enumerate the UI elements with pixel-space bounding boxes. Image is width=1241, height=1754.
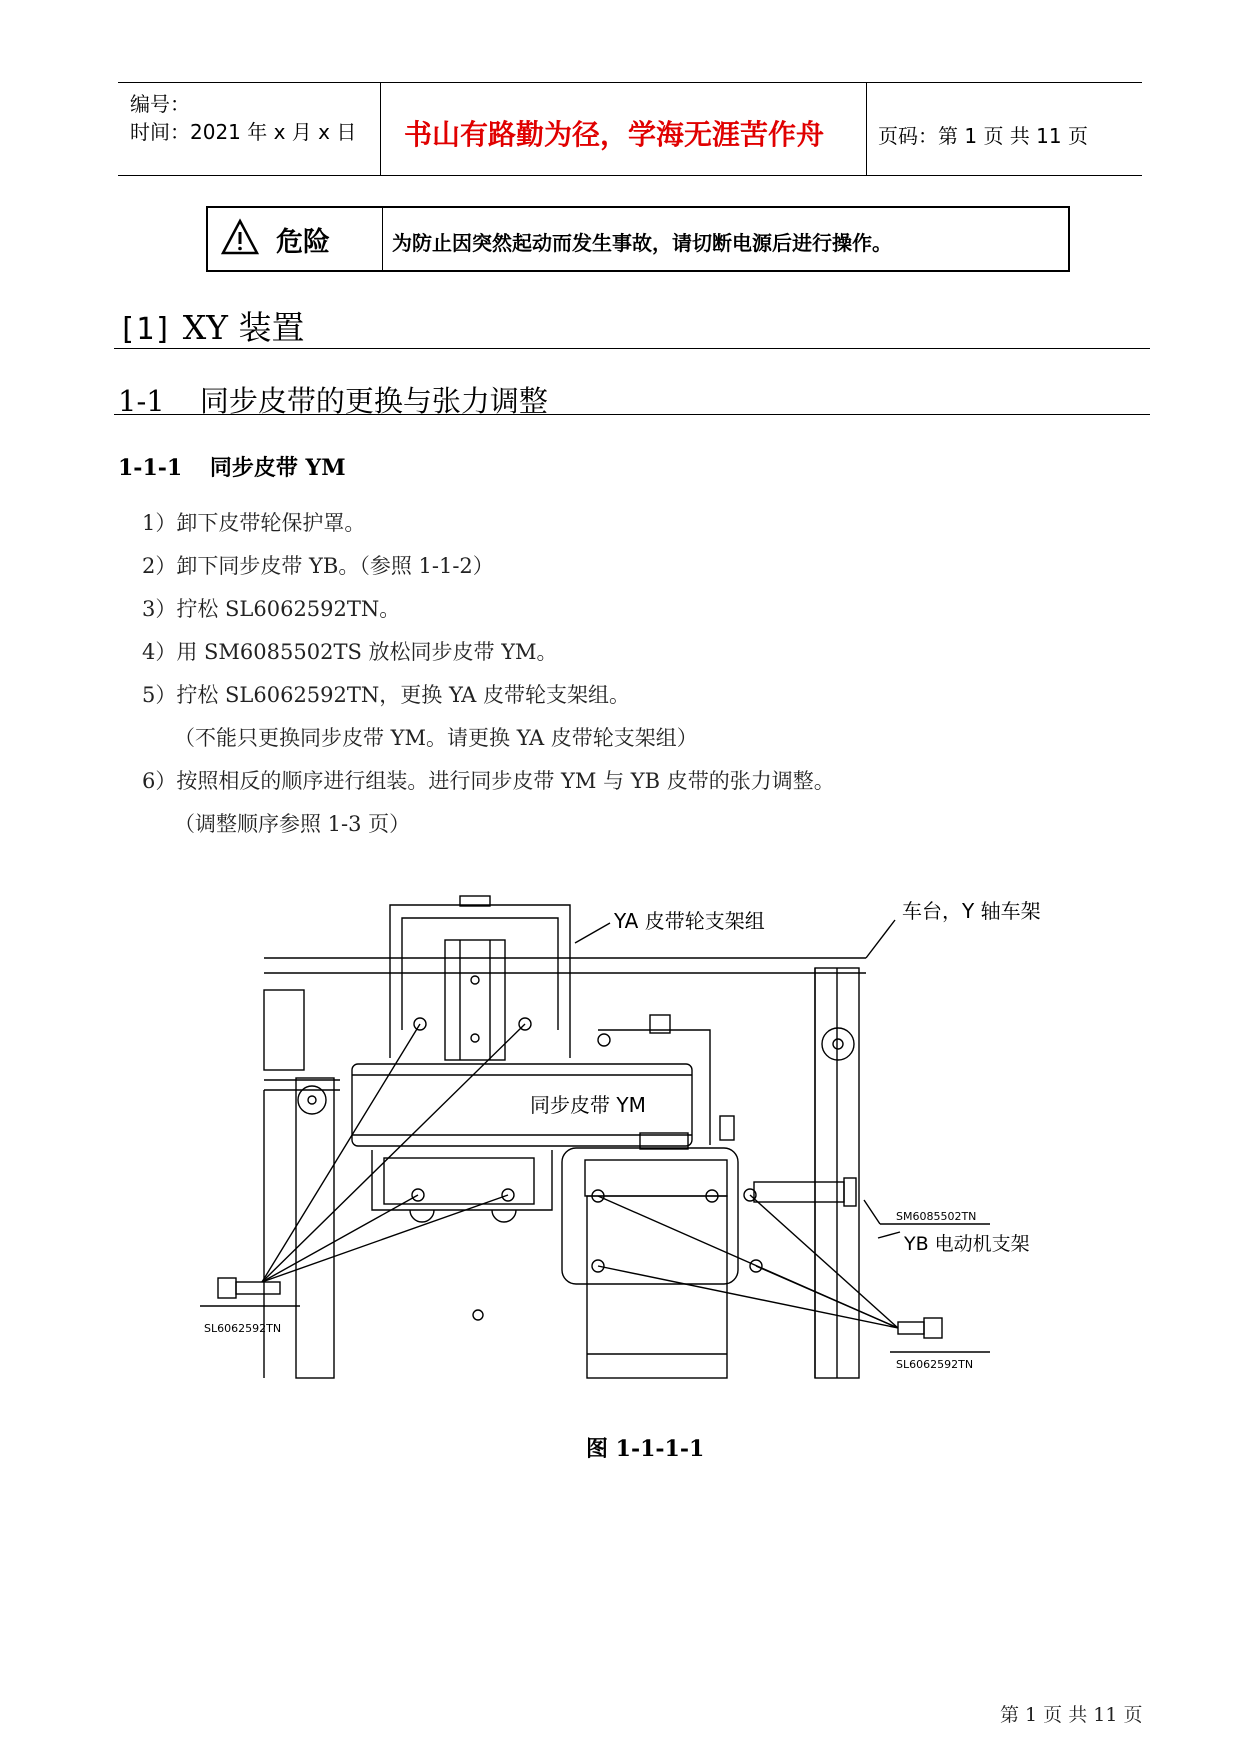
label-sl-left: SL6062592TN xyxy=(204,1322,282,1335)
step-item: 3）拧松 SL6062592TN。 xyxy=(142,597,401,621)
subsection-number: 1-1 xyxy=(118,384,165,418)
figure-caption: 图 1-1-1-1 xyxy=(586,1436,705,1462)
step-item: 2）卸下同步皮带 YB。（参照 1-1-2） xyxy=(142,554,494,578)
doc-time-label: 时间：2021 年 x 月 x 日 xyxy=(130,120,357,144)
step-item: 6）按照相反的顺序进行组装。进行同步皮带 YM 与 YB 皮带的张力调整。 xyxy=(142,769,835,793)
doc-number-label: 编号： xyxy=(130,92,190,116)
label-yb-motor-bracket: YB 电动机支架 xyxy=(904,1233,1030,1255)
step-item: 5）拧松 SL6062592TN，更换 YA 皮带轮支架组。 xyxy=(142,683,631,707)
subsubsection-number: 1-1-1 xyxy=(118,455,183,481)
label-ya-bracket: YA 皮带轮支架组 xyxy=(614,909,765,933)
step-item: 4）用 SM6085502TS 放松同步皮带 YM。 xyxy=(142,640,558,664)
section-number: [1] xyxy=(118,312,173,347)
label-carriage: 车台，Y 轴车架 xyxy=(902,899,1041,923)
danger-message: 为防止因突然起动而发生事故，请切断电源后进行操作。 xyxy=(392,231,892,255)
page-info: 页码：第 1 页 共 11 页 xyxy=(878,124,1088,148)
section-title: XY 装置 xyxy=(182,308,305,347)
page-footer: 第 1 页 共 11 页 xyxy=(1000,1704,1143,1726)
label-belt: 同步皮带 YM xyxy=(530,1093,646,1117)
step-item: 1）卸下皮带轮保护罩。 xyxy=(142,511,366,535)
step-note: （不能只更换同步皮带 YM。请更换 YA 皮带轮支架组） xyxy=(174,726,698,750)
subsubsection-title: 同步皮带 YM xyxy=(209,455,346,481)
label-sm-part: SM6085502TN xyxy=(896,1210,977,1223)
subsection-title: 同步皮带的更换与张力调整 xyxy=(199,384,548,418)
label-sl-right: SL6062592TN xyxy=(896,1358,974,1371)
header-motto: 书山有路勤为径，学海无涯苦作舟 xyxy=(404,118,825,151)
step-note: （调整顺序参照 1-3 页） xyxy=(174,812,411,836)
danger-label: 危险 xyxy=(276,227,330,258)
